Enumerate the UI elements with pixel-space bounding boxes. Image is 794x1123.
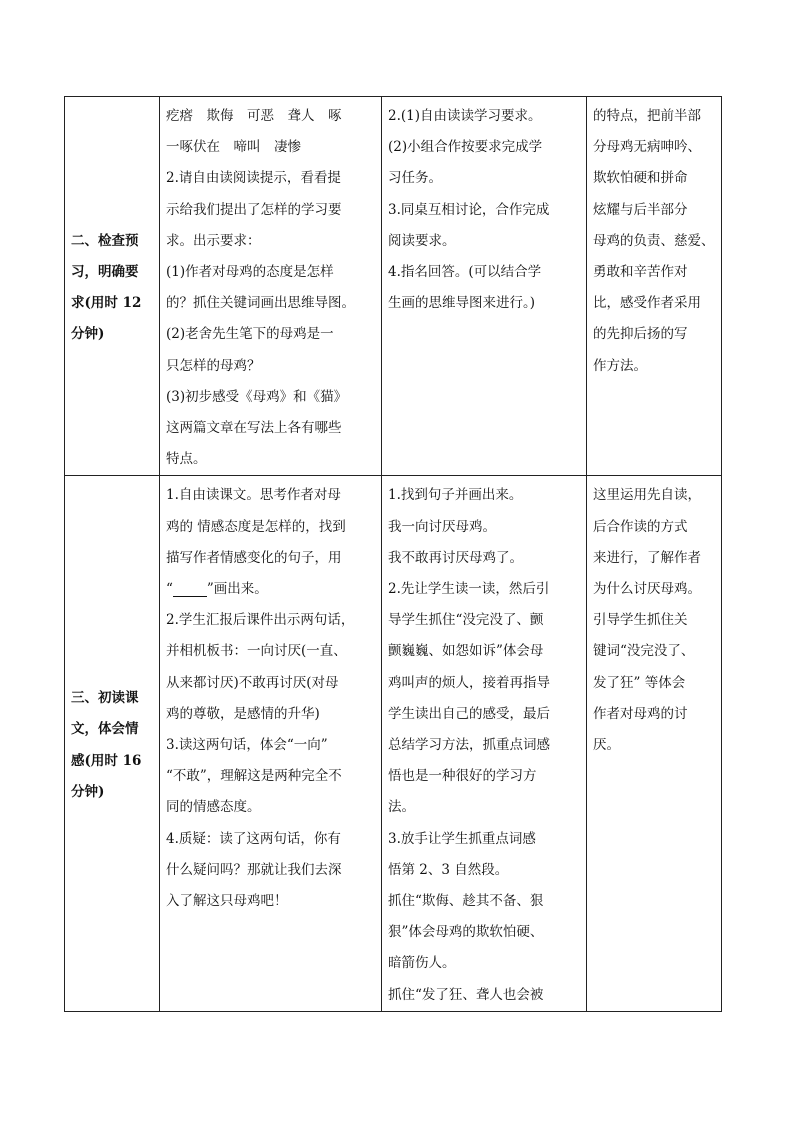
stage-cell: 三、初读课 文，体会情 感(用时 16 分钟) — [65, 476, 160, 1011]
teacher-activity-cell: 疙瘩 欺侮 可恶 聋人 啄 一啄伏在 啼叫 凄惨 2.请自由读阅读提示，看看提 示给我们提出了怎样的学习要 求。出示要求： (1)作者对母鸡的态度是怎样 的？抓住关键词画出思维导图。 (2)老舍先生笔下的母鸡是一 只怎样的母鸡？ (3)初步感受《母鸡》和《猫》 这两篇文章在写法上各有哪些 特点。 — [160, 97, 382, 476]
stage-cell: 二、检查预 习，明确要 求(用时 12 分钟) — [65, 97, 160, 476]
teacher-activity-cell: 1.自由读课文。思考作者对母 鸡的 情感态度是怎样的，找到 描写作者情感变化的句子，用 “ ”画出来。 2.学生汇报后课件出示两句话， 并相机板书：一向讨厌(一直、 从来都讨厌)不敢再讨厌(对母 鸡的尊敬，是感情的升华) 3.读这两句话，体会“一向” “不敢”，理解这是两种完全不 同的情感态度。 4.质疑：读了这两句话，你有 什么疑问吗？那就让我们去深 入了解这只母鸡吧！ — [160, 476, 382, 1011]
table-row — [65, 97, 722, 476]
underline-blank — [173, 582, 207, 597]
student-activity-cell: 1.找到句子并画出来。 我一向讨厌母鸡。 我不敢再讨厌母鸡了。 2.先让学生读一读，然后引 导学生抓住“没完没了、颤 颤巍巍、如怨如诉”体会母 鸡叫声的烦人，接着再指导 学生读出自己的感受，最后 总结学习方法，抓重点词感 悟也是一种很好的学习方 法。 3.放手让学生抓重点词感 悟第 2、3 自然段。 抓住“欺侮、趁其不备、狠 狠”体会母鸡的欺软怕硬、 暗箭伤人。 抓住“发了狂、聋人也会被 — [382, 476, 587, 1011]
underline-instruction: “ ”画出来。 — [166, 581, 268, 598]
table-row — [65, 476, 722, 1011]
lesson-plan-table — [64, 96, 722, 1012]
student-activity-cell: 2.(1)自由读读学习要求。 (2)小组合作按要求完成学 习任务。 3.同桌互相讨论，合作完成 阅读要求。 4.指名回答。(可以结合学 生画的思维导图来进行。) — [382, 97, 587, 476]
design-intent-cell: 的特点，把前半部 分母鸡无病呻吟、 欺软怕硬和拼命 炫耀与后半部分 母鸡的负责、慈爱、 勇敢和辛苦作对 比，感受作者采用 的先抑后扬的写 作方法。 — [587, 97, 722, 476]
design-intent-cell: 这里运用先自读， 后合作读的方式 来进行，了解作者 为什么讨厌母鸡。 引导学生抓住关 键词“没完没了、 发了狂” 等体会 作者对母鸡的讨 厌。 — [587, 476, 722, 1011]
